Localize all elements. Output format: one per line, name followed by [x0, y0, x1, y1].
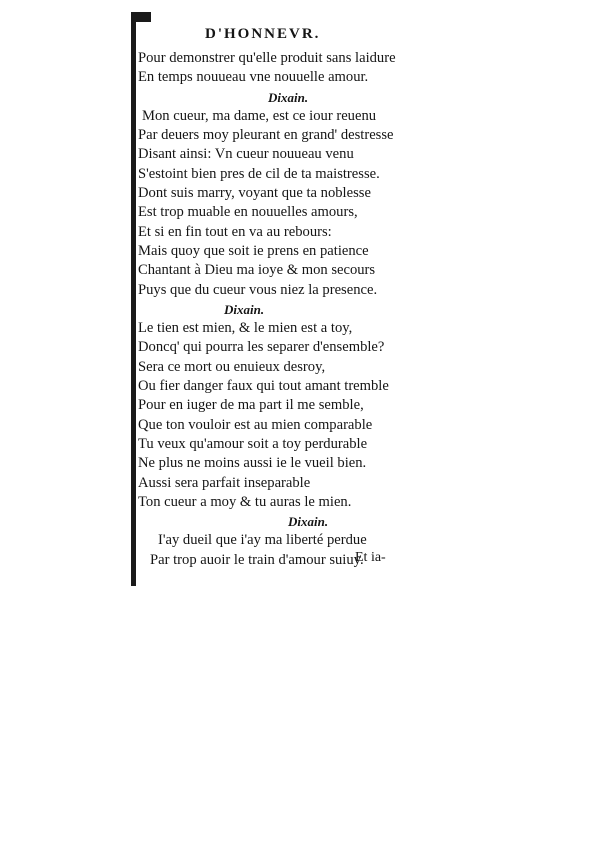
verse-line: Ne plus ne moins aussi ie le vueil bien.	[138, 455, 367, 472]
verse-line: S'estoint bien pres de cil de ta maistresse.	[138, 165, 380, 182]
verse-line: Tu veux qu'amour soit a toy perdurable	[138, 435, 368, 452]
verse-line: Doncq' qui pourra les separer d'ensemble?	[138, 339, 385, 356]
verse-line: Et si en fin tout en va au rebours:	[138, 223, 332, 240]
verse-line: Que ton vouloir est au mien comparable	[138, 416, 373, 433]
running-head: D'HONNEVR.	[205, 26, 321, 42]
page-edge-shadow	[131, 12, 136, 586]
verse-line: Ton cueur a moy & tu auras le mien.	[138, 493, 352, 510]
poem-text-block	[138, 49, 438, 570]
verse-line: Est trop muable en nouuelles amours,	[138, 204, 358, 221]
catchword: Et ia-	[355, 550, 386, 565]
verse-line: Mais quoy que soit ie prens en patience	[138, 242, 369, 259]
verse-line: Sera ce mort ou enuieux desroy,	[138, 358, 326, 375]
verse-line: Ou fier danger faux qui tout amant tremble	[138, 378, 389, 395]
verse-line: Dont suis marry, voyant que ta noblesse	[138, 185, 371, 202]
section-heading: Dixain.	[224, 301, 265, 317]
section-heading: Dixain.	[268, 89, 309, 105]
verse-line: Par trop auoir le train d'amour suiuy.	[150, 551, 364, 568]
section-heading: Dixain.	[288, 514, 329, 530]
verse-line: Mon cueur, ma dame, est ce iour reuenu	[142, 107, 377, 124]
verse-line: Aussi sera parfait inseparable	[138, 474, 311, 491]
page-corner-shadow	[131, 12, 151, 22]
verse-line: Pour en iuger de ma part il me semble,	[138, 397, 364, 414]
verse-line: Chantant à Dieu ma ioye & mon secours	[138, 262, 376, 279]
verse-line: Par deuers moy pleurant en grand' destresse	[138, 127, 394, 144]
verse-line: Le tien est mien, & le mien est a toy,	[138, 320, 353, 337]
verse-line: Disant ainsi: Vn cueur nouueau venu	[138, 146, 354, 163]
verse-line: Puys que du cueur vous niez la presence.	[138, 281, 378, 298]
verse-line: En temps nouueau vne nouuelle amour.	[138, 69, 369, 86]
verse-line: Pour demonstrer qu'elle produit sans laidure	[138, 50, 396, 66]
verse-line: I'ay dueil que i'ay ma liberté perdue	[158, 532, 367, 549]
